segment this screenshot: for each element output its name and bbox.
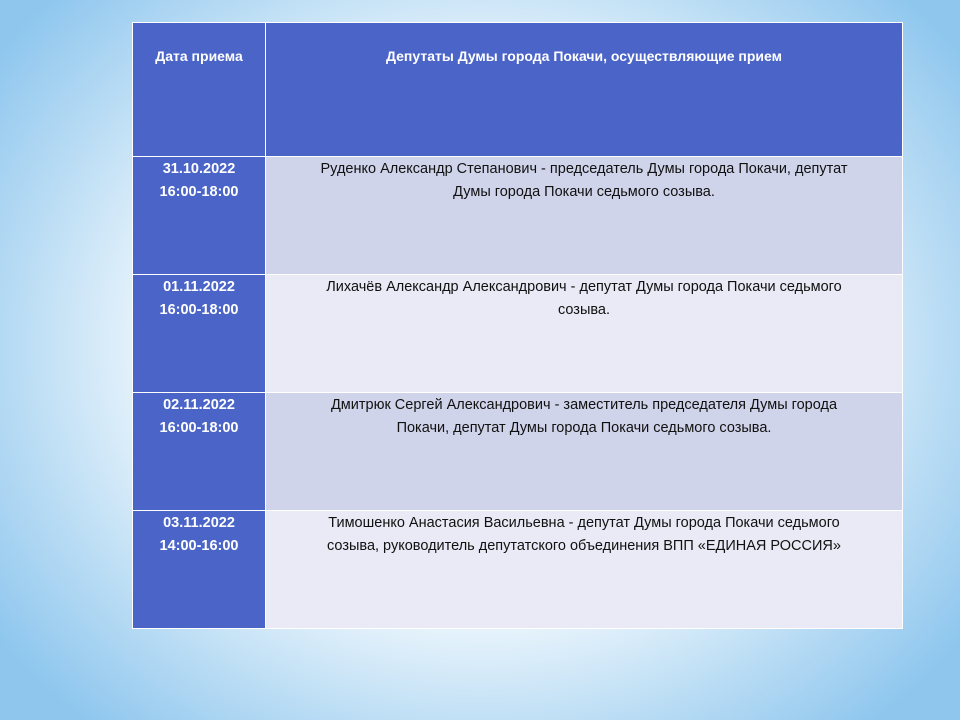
deputy-text-line: Думы города Покачи седьмого созыва.	[453, 184, 715, 200]
table-row	[133, 275, 903, 393]
deputy-cell	[266, 393, 903, 511]
deputy-cell	[266, 511, 903, 629]
deputy-text-line: созыва, руководитель депутатского объединения ВПП «ЕДИНАЯ РОССИЯ»	[327, 538, 841, 554]
reception-time: 16:00-18:00	[159, 184, 239, 200]
reception-date: 02.11.2022	[163, 397, 235, 413]
reception-date: 03.11.2022	[163, 515, 235, 531]
date-cell	[133, 393, 266, 511]
date-cell	[133, 275, 266, 393]
reception-date: 01.11.2022	[163, 279, 235, 295]
date-cell	[133, 511, 266, 629]
deputies-column-header: Депутаты Думы города Покачи, осуществляющие прием	[266, 23, 903, 157]
date-column-header: Дата приема	[133, 23, 266, 157]
reception-time: 16:00-18:00	[159, 302, 239, 318]
deputy-text-line: Лихачёв Александр Александрович - депутат Думы города Покачи седьмого	[326, 279, 842, 295]
deputy-cell	[266, 157, 903, 275]
reception-time: 16:00-18:00	[159, 420, 239, 436]
table-row	[133, 511, 903, 629]
table-row	[133, 157, 903, 275]
date-cell	[133, 157, 266, 275]
reception-time: 14:00-16:00	[159, 538, 239, 554]
table-row	[133, 393, 903, 511]
deputy-text-line: Дмитрюк Сергей Александрович - заместитель председателя Думы города	[330, 397, 838, 413]
deputy-cell	[266, 275, 903, 393]
deputy-text-line: Руденко Александр Степанович - председатель Думы города Покачи, депутат	[320, 161, 848, 177]
reception-schedule-table	[132, 22, 903, 629]
reception-date: 31.10.2022	[162, 161, 236, 177]
table-header-row	[133, 23, 903, 157]
deputy-text-line: созыва.	[557, 302, 611, 318]
deputy-text-line: Покачи, депутат Думы города Покачи седьмого созыва.	[396, 420, 772, 436]
deputy-text-line: Тимошенко Анастасия Васильевна - депутат Думы города Покачи седьмого	[328, 515, 840, 531]
